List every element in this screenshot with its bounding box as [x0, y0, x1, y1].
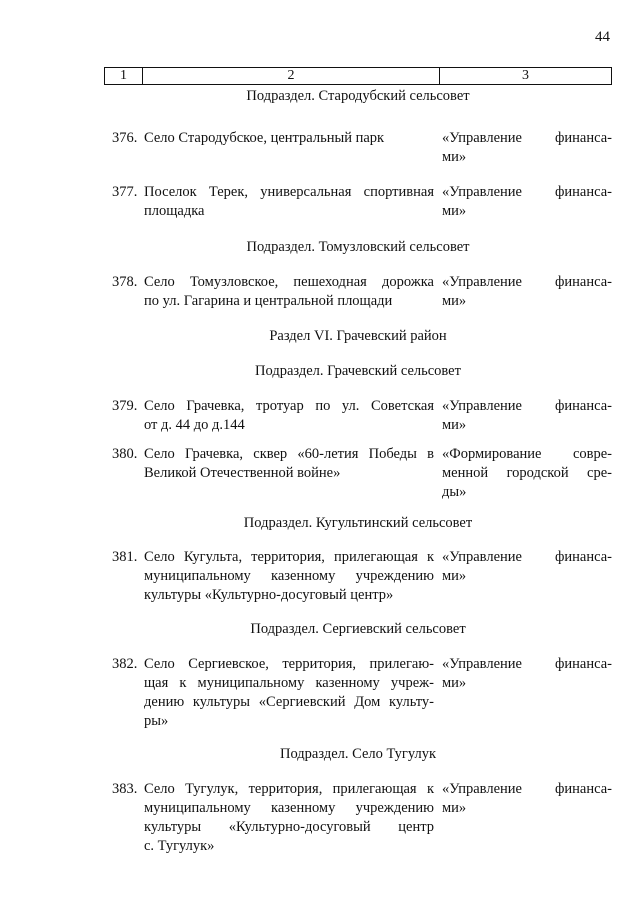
row-program-line: «Управление финанса- — [442, 184, 612, 200]
row-description-line: площадка — [144, 203, 205, 219]
table-row — [104, 655, 612, 731]
row-description-line: Село Грачевка, тротуар по ул. Советская — [144, 398, 434, 414]
table-row — [104, 129, 612, 167]
row-number: 376. — [112, 130, 138, 146]
row-program-line: ми» — [442, 675, 467, 691]
row-number: 382. — [112, 656, 138, 672]
row-program — [434, 273, 612, 311]
row-program — [434, 655, 612, 731]
row-description-line: щая к муниципальному казенному учреж- — [144, 675, 434, 691]
row-program-line: «Управление финанса- — [442, 130, 612, 146]
table-row — [104, 183, 612, 221]
row-description — [144, 183, 434, 221]
row-description — [144, 548, 434, 605]
subsection-heading: Подраздел. Грачевский сельсовет — [255, 363, 461, 379]
page-number: 44 — [595, 29, 610, 45]
row-program — [434, 183, 612, 221]
document-body — [0, 86, 640, 856]
row-number: 378. — [112, 274, 138, 290]
subsection-heading: Подраздел. Стародубский сельсовет — [246, 88, 470, 104]
row-program-line: «Управление финанса- — [442, 781, 612, 797]
subsection-heading: Подраздел. Томузловский сельсовет — [246, 239, 470, 255]
row-program-line: «Формирование совре- — [442, 446, 612, 462]
row-description — [144, 273, 434, 311]
row-description-line: муниципальному казенному учреждению — [144, 568, 434, 584]
row-description-line: культуры «Культурно-досуговый центр — [144, 819, 434, 835]
row-description — [144, 129, 434, 167]
row-program — [434, 780, 612, 856]
row-number: 380. — [112, 446, 138, 462]
row-program-line: ми» — [442, 417, 467, 433]
row-description-line: ры» — [144, 713, 169, 729]
row-program-line: ми» — [442, 568, 467, 584]
header-col-3: 3 — [522, 68, 529, 83]
subsection-heading: Подраздел. Село Тугулук — [279, 746, 436, 762]
header-col-1: 1 — [105, 68, 143, 84]
row-program-line: «Управление финанса- — [442, 656, 612, 672]
row-program-line: ми» — [442, 293, 467, 309]
row-description-line: Село Кугульта, территория, прилегающая к — [144, 549, 434, 565]
table-row — [104, 273, 612, 311]
row-description-line: с. Тугулук» — [144, 838, 215, 854]
row-description — [144, 445, 434, 502]
row-program-line: «Управление финанса- — [442, 274, 612, 290]
row-program — [434, 548, 612, 605]
row-program-line: ми» — [442, 149, 467, 165]
row-description-line: Село Тугулук, территория, прилегающая к — [144, 781, 434, 797]
row-description-line: Великой Отечественной войне» — [144, 465, 341, 481]
row-description-line: Село Сергиевское, территория, прилегаю- — [144, 656, 434, 672]
row-description-line: Село Стародубское, центральный парк — [144, 130, 385, 146]
table-row — [104, 397, 612, 435]
row-description — [144, 655, 434, 731]
row-program — [434, 129, 612, 167]
row-number: 377. — [112, 184, 138, 200]
row-description-line: по ул. Гагарина и центральной площади — [144, 293, 393, 309]
row-description — [144, 397, 434, 435]
table-row — [104, 780, 612, 856]
row-program — [434, 397, 612, 435]
row-program — [434, 445, 612, 502]
row-program-line: «Управление финанса- — [442, 398, 612, 414]
row-description-line: Село Томузловское, пешеходная дорожка — [144, 274, 434, 290]
row-number: 383. — [112, 781, 138, 797]
row-program-line: «Управление финанса- — [442, 549, 612, 565]
row-number: 379. — [112, 398, 138, 414]
subsection-heading: Подраздел. Кугультинский сельсовет — [243, 515, 473, 531]
row-program-line: ми» — [442, 203, 467, 219]
section-heading: Раздел VI. Грачевский район — [269, 328, 447, 344]
table-row — [104, 548, 612, 605]
row-description-line: дению культуры «Сергиевский Дом культу- — [144, 694, 434, 710]
row-program-line: менной городской сре- — [442, 465, 612, 481]
row-description-line: Поселок Терек, универсальная спортивная — [144, 184, 434, 200]
row-description-line: культуры «Культурно-досуговый центр» — [144, 587, 394, 603]
subsection-heading: Подраздел. Сергиевский сельсовет — [250, 621, 466, 637]
row-description-line: Село Грачевка, сквер «60-летия Победы в — [144, 446, 434, 462]
table-row — [104, 445, 612, 502]
row-program-line: ды» — [442, 484, 467, 500]
row-description-line: от д. 44 до д.144 — [144, 417, 245, 433]
row-number: 381. — [112, 549, 138, 565]
header-col-2: 2 — [143, 68, 440, 84]
row-program-line: ми» — [442, 800, 467, 816]
row-description-line: муниципальному казенному учреждению — [144, 800, 434, 816]
table-header — [104, 67, 612, 85]
row-description — [144, 780, 434, 856]
